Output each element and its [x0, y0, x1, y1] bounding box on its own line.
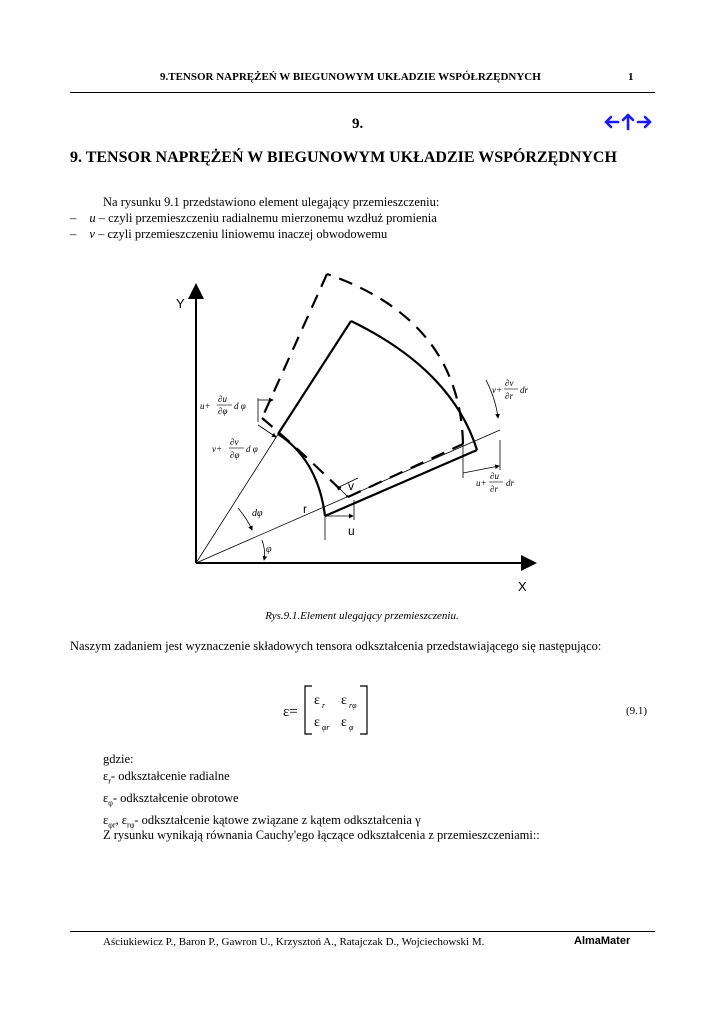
figure-caption: Rys.9.1.Element ulegający przemieszczeniu. — [265, 610, 459, 622]
dimension-marks — [238, 380, 503, 560]
list-item — [70, 210, 437, 227]
sub-rphi: rφ — [349, 701, 357, 710]
definition-item: $\varepsilon_r-$ odkształcenie radialne — [103, 768, 230, 785]
eq-lhs: ε= — [283, 704, 298, 720]
sub-phir: φr — [322, 723, 330, 732]
label-dv: ∂v — [505, 378, 514, 388]
footer-rule — [70, 931, 655, 932]
label-dr-den: ∂r — [505, 391, 513, 401]
list-dash: – — [70, 211, 77, 225]
arrow-right-icon[interactable] — [638, 117, 650, 127]
eps-rphi: ε — [341, 693, 347, 708]
label-dr-den: ∂r — [490, 484, 498, 494]
list-dash: – — [70, 227, 77, 241]
displacement-figure — [170, 268, 555, 598]
eps-phiphi: ε — [341, 715, 347, 730]
bracket-right — [360, 686, 367, 734]
footer-publisher: AlmaMater — [574, 935, 631, 947]
equation-number: (9.1) — [626, 705, 648, 717]
page-number: 1 — [628, 71, 634, 83]
bracket-left — [305, 686, 312, 734]
label-dr-tail: dr — [506, 478, 515, 488]
running-header: 9.TENSOR NAPRĘŻEŃ W BIEGUNOWYM UKŁADZIE WSPÓŁRZĘDNYCH — [160, 71, 541, 83]
label-dphi-tail: d φ — [246, 444, 258, 454]
section-title: 9. TENSOR NAPRĘŻEŃ W BIEGUNOWYM UKŁADZIE WSPÓRZĘDNYCH — [70, 149, 617, 166]
arrow-left-icon[interactable] — [606, 117, 618, 127]
list-text: – czyli przemieszczeniu liniowemu inaczej obwodowemu — [94, 227, 388, 241]
label-du: ∂u — [490, 471, 499, 481]
footer-authors: Aściukiewicz P., Baron P., Gawron U., Krzysztoń A., Ratajczak D., Wojciechowski M. — [103, 936, 485, 948]
sub-r: r — [322, 701, 326, 710]
label-du: ∂u — [218, 394, 227, 404]
label-dv: ∂v — [230, 437, 239, 447]
label-u-plus: u+ — [200, 401, 211, 411]
y-axis-label: Y — [176, 296, 185, 311]
list-item — [70, 226, 387, 243]
intro-line: Na rysunku 9.1 przedstawiono element ulegający przemieszczeniu: — [103, 195, 440, 209]
displaced-element — [262, 274, 463, 497]
list-text: – czyli przemieszczeniu radialnemu mierzonemu wzdłuż promienia — [95, 211, 437, 225]
var-u: u — [89, 211, 96, 225]
task-paragraph: Naszym zadaniem jest wyznaczenie składowych tensora odkształcenia przedstawiającego się następująco: — [70, 639, 602, 653]
label-u: u — [348, 524, 355, 538]
original-element — [278, 321, 477, 516]
eps-rr: ε — [314, 693, 320, 708]
label-v-plus: v+ — [492, 385, 503, 395]
label-dphi-den: ∂φ — [218, 406, 228, 416]
nav-arrows — [603, 112, 653, 132]
cauchy-sentence: Z rysunku wynikają równania Cauchy'ego łączące odkształcenia z przemieszczeniami:: — [103, 828, 540, 842]
label-v-plus: v+ — [212, 444, 223, 454]
label-phi-angle: φ — [266, 544, 272, 555]
section-number: 9. — [352, 116, 364, 132]
definition-item: $\varepsilon_\varphi-$ odkształcenie obrotowe — [103, 790, 239, 807]
eps-phir: ε — [314, 715, 320, 730]
definition-item: $\varepsilon_{\varphi r}$, $\varepsilon_{r\varphi}-$ odkształcenie kątowe związane z kątem odkształcenia γ — [103, 812, 421, 829]
label-dphi-tail: d φ — [234, 401, 246, 411]
x-axis-label: X — [518, 579, 527, 594]
arrow-up-icon[interactable] — [623, 115, 633, 129]
label-dphi-den: ∂φ — [230, 450, 240, 460]
where-label: gdzie: — [103, 752, 134, 766]
var-v: v — [89, 227, 95, 241]
definitions — [103, 751, 421, 834]
label-dr-tail: dr — [520, 385, 529, 395]
label-u-plus: u+ — [476, 478, 487, 488]
header-rule — [70, 92, 655, 93]
label-r: r — [303, 502, 307, 516]
label-dphi-angle: dφ — [252, 508, 263, 519]
label-v: v — [348, 479, 354, 493]
sub-phi: φ — [349, 723, 354, 732]
strain-tensor-equation — [278, 680, 388, 740]
